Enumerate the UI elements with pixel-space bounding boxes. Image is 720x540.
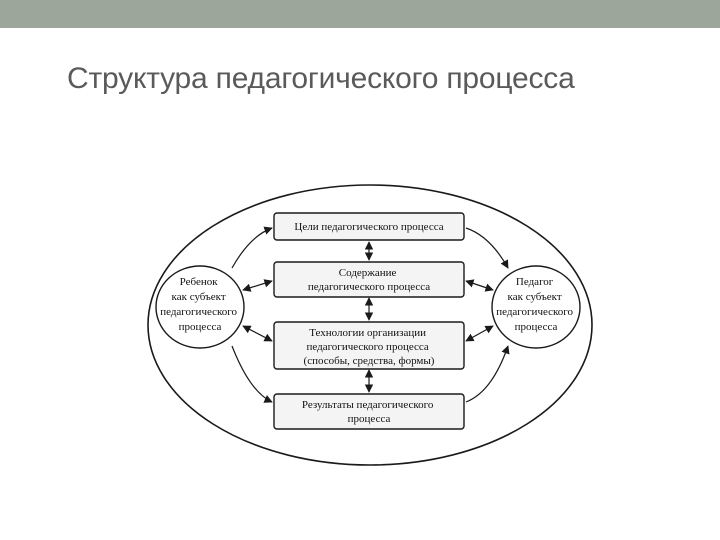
teacher-line: процесса	[514, 321, 558, 333]
technology-line: (способы, средства, формы)	[303, 355, 435, 367]
svg-text:Технологии организации п	[304, 327, 435, 367]
child-line: педагогического	[160, 306, 238, 318]
technology-line: Технологии организации	[309, 327, 427, 339]
teacher-line: как субъект	[507, 291, 562, 303]
teacher-line: Педагог	[515, 276, 554, 288]
goals-line: Цели педагогического процесса	[294, 221, 444, 233]
arrow-results-to-teacher	[466, 346, 508, 402]
teacher-line: педагогического	[496, 306, 574, 318]
technology-line: педагогического процесса	[306, 341, 429, 353]
arrow-child-content	[243, 281, 272, 290]
results-line: процесса	[347, 413, 391, 425]
arrow-teacher-content	[466, 281, 493, 290]
connector-arrows	[232, 228, 508, 402]
content-box	[274, 262, 464, 297]
results-box	[274, 394, 464, 429]
content-line: педагогического процесса	[307, 281, 431, 293]
goals-box	[274, 213, 464, 240]
results-line: Результаты педагогического	[301, 399, 434, 411]
child-line: Ребенок	[179, 276, 218, 288]
arrow-child-to-results	[232, 346, 272, 402]
arrow-child-to-goals	[232, 228, 272, 268]
slide-title: Структура педагогического процесса	[67, 62, 575, 95]
svg-text:Цели педагогического процесса	[294, 221, 443, 233]
technology-box	[274, 322, 464, 369]
arrow-goals-to-teacher	[466, 228, 508, 268]
child-line: как субъект	[171, 291, 226, 303]
arrow-child-tech	[243, 326, 272, 341]
arrow-teacher-tech	[466, 326, 493, 341]
content-line: Содержание	[338, 267, 397, 279]
child-line: процесса	[178, 321, 222, 333]
